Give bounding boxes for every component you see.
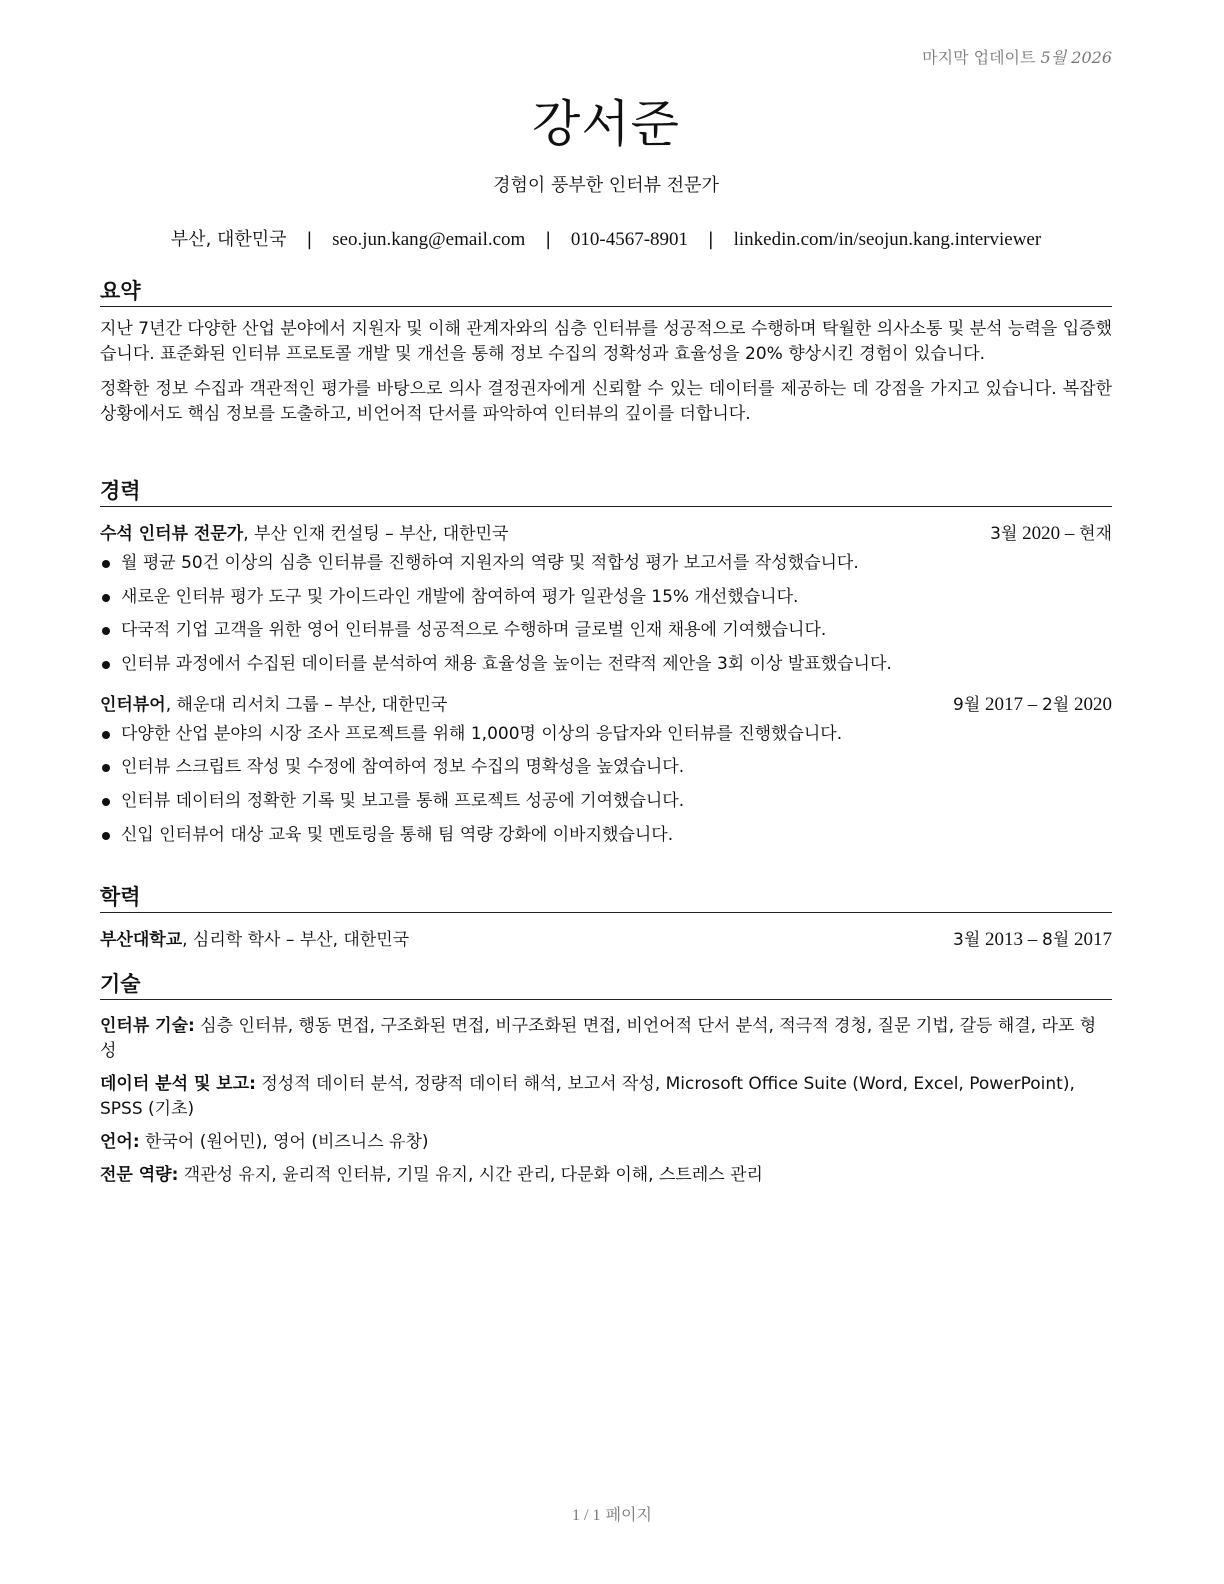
section-title-education: 학력	[100, 884, 1112, 913]
last-updated	[922, 45, 1112, 68]
job-entry	[100, 692, 1112, 848]
skill-group	[100, 1130, 1112, 1155]
education-school: 부산대학교	[100, 930, 183, 950]
job-header	[100, 692, 1112, 718]
summary-paragraph: 지난 7년간 다양한 산업 분야에서 지원자 및 이해 관계자와의 심층 인터뷰를 성공적으로 수행하며 탁월한 의사소통 및 분석 능력을 입증했습니다. 표준화된 인터뷰 프로토콜 개발 및 개선을 통해 정보 수집의 정확성과 효율성을 20% 향상시킨 경험이 있습니다.	[100, 319, 1112, 364]
job-org: , 해운대 리서치 그룹 – 부산, 대한민국	[165, 694, 448, 715]
summary-paragraph: 정확한 정보 수집과 객관적인 평가를 바탕으로 의사 결정권자에게 신뢰할 수 있는 데이터를 제공하는 데 강점을 가지고 있습니다. 복잡한 상황에서도 핵심 정보를 도출하고, 비언어적 단서를 파악하여 인터뷰의 깊이를 더합니다.	[100, 379, 1112, 424]
job-dates: 3월 2020 – 현재	[990, 523, 1112, 544]
section-title-summary: 요약	[100, 278, 1112, 307]
list-item: 인터뷰 데이터의 정확한 기록 및 보고를 통해 프로젝트 성공에 기여했습니다.	[100, 789, 1112, 814]
job-title-line	[100, 693, 447, 718]
contact-phone[interactable]: 010-4567-8901	[570, 229, 689, 250]
contact-linkedin[interactable]: linkedin.com/in/seojun.kang.interviewer	[733, 229, 1042, 250]
contact-location: 부산, 대한민국	[170, 229, 287, 250]
page-number-label: 페이지	[605, 1505, 652, 1524]
skill-text: 심층 인터뷰, 행동 면접, 구조화된 면접, 비구조화된 면접, 비언어적 단서 분석, 적극적 경청, 질문 기법, 갈등 해결, 라포 형성	[100, 1016, 1097, 1061]
candidate-name: 강서준	[532, 95, 680, 153]
contact-separator: |	[707, 229, 714, 250]
job-role: 수석 인터뷰 전문가	[100, 524, 244, 544]
education-title-line	[100, 928, 409, 953]
skill-label: 데이터 분석 및 보고:	[100, 1074, 256, 1094]
skill-text: 한국어 (원어민), 영어 (비즈니스 유창)	[139, 1132, 429, 1152]
page-footer	[0, 1502, 1224, 1525]
education-section	[100, 884, 1112, 953]
section-title-experience: 경력	[100, 478, 1112, 507]
list-item: 다양한 산업 분야의 시장 조사 프로젝트를 위해 1,000명 이상의 응답자와 인터뷰를 진행했습니다.	[100, 722, 1112, 747]
list-item: 인터뷰 과정에서 수집된 데이터를 분석하여 채용 효율성을 높이는 전략적 제안을 3회 이상 발표했습니다.	[100, 652, 1112, 677]
skill-label: 인터뷰 기술:	[100, 1016, 195, 1036]
job-bullets	[100, 551, 1112, 677]
list-item: 신입 인터뷰어 대상 교육 및 멘토링을 통해 팀 역량 강화에 이바지했습니다.	[100, 823, 1112, 848]
job-title-line	[100, 522, 508, 547]
job-dates: 9월 2017 – 2월 2020	[953, 693, 1112, 715]
contact-line	[100, 225, 1112, 251]
job-entry	[100, 521, 1112, 677]
list-item: 인터뷰 스크립트 작성 및 수정에 참여하여 정보 수집의 명확성을 높였습니다.	[100, 755, 1112, 780]
list-item: 다국적 기업 고객을 위한 영어 인터뷰를 성공적으로 수행하며 글로벌 인재 채용에 기여했습니다.	[100, 618, 1112, 643]
job-role: 인터뷰어	[100, 694, 166, 715]
section-title-skills: 기술	[100, 971, 1112, 1000]
last-updated-label: 마지막 업데이트	[922, 48, 1036, 67]
contact-separator: |	[545, 229, 552, 250]
experience-section	[100, 478, 1112, 856]
list-item: 새로운 인터뷰 평가 도구 및 가이드라인 개발에 참여하여 평가 일관성을 15% 개선했습니다.	[100, 585, 1112, 610]
list-item: 월 평균 50건 이상의 심층 인터뷰를 진행하여 지원자의 역량 및 적합성 평가 보고서를 작성했습니다.	[100, 551, 1112, 576]
contact-email[interactable]: seo.jun.kang@email.com	[332, 229, 526, 250]
job-org: , 부산 인재 컨설팅 – 부산, 대한민국	[243, 524, 509, 544]
skill-label: 전문 역량:	[100, 1165, 179, 1185]
skill-label: 언어:	[100, 1132, 140, 1152]
job-bullets	[100, 722, 1112, 848]
resume-page	[100, 0, 1112, 1584]
education-dates: 3월 2013 – 8월 2017	[953, 929, 1112, 950]
skill-text: 정성적 데이터 분석, 정량적 데이터 해석, 보고서 작성, Microsoft Office Suite (Word, Excel, PowerPoint), SPSS (기초)	[100, 1074, 1075, 1119]
skill-text: 객관성 유지, 윤리적 인터뷰, 기밀 유지, 시간 관리, 다문화 이해, 스트레스 관리	[178, 1165, 763, 1185]
skills-list	[100, 1014, 1112, 1188]
last-updated-month: 5월	[1040, 48, 1067, 67]
skills-section	[100, 971, 1112, 1196]
contact-separator: |	[306, 229, 313, 250]
skill-group	[100, 1072, 1112, 1122]
summary-section	[100, 278, 1112, 427]
skill-group	[100, 1163, 1112, 1188]
page-number: 1 / 1	[572, 1507, 601, 1524]
candidate-tagline: 경험이 풍부한 인터뷰 전문가	[493, 175, 719, 196]
skill-group	[100, 1014, 1112, 1064]
last-updated-year: 2026	[1071, 48, 1112, 67]
education-detail: , 심리학 학사 – 부산, 대한민국	[182, 930, 410, 950]
education-entry	[100, 927, 1112, 953]
job-header	[100, 521, 1112, 547]
